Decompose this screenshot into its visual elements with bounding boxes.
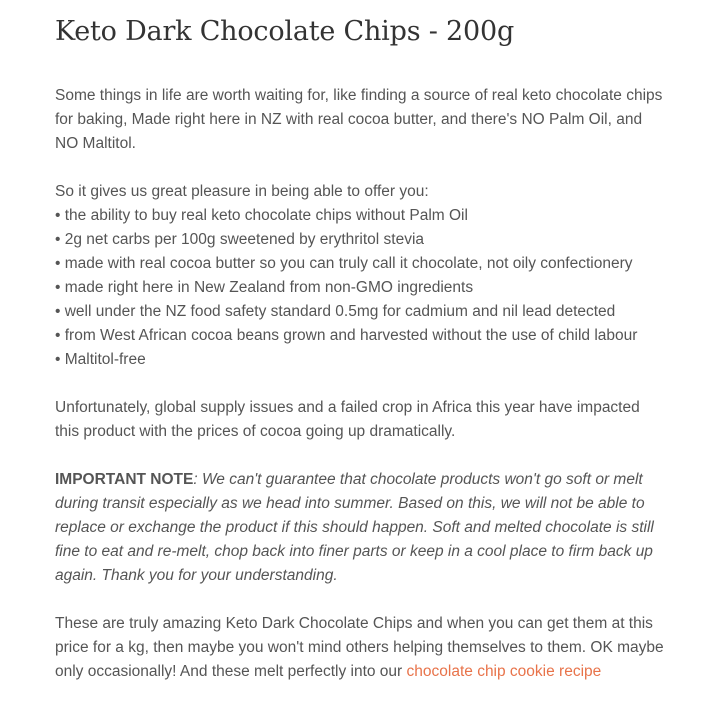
supply-paragraph: Unfortunately, global supply issues and a failed crop in Africa this year have impacted this product with the prices of cocoa going up dramatically. bbox=[55, 399, 640, 440]
feature-item: • Maltitol-free bbox=[55, 351, 146, 368]
closing-paragraph bbox=[55, 612, 665, 684]
product-title: Keto Dark Chocolate Chips - 200g bbox=[55, 16, 515, 47]
feature-item: • 2g net carbs per 100g sweetened by erythritol stevia bbox=[55, 231, 425, 248]
feature-item: • the ability to buy real keto chocolate chips without Palm Oil bbox=[55, 207, 468, 224]
feature-item: • from West African cocoa beans grown and harvested without the use of child labour bbox=[55, 327, 638, 344]
feature-item: • well under the NZ food safety standard 0.5mg for cadmium and nil lead detected bbox=[55, 303, 616, 320]
product-description bbox=[55, 0, 665, 684]
feature-item: • made with real cocoa butter so you can truly call it chocolate, not oily confectionery bbox=[55, 255, 633, 272]
feature-item: • made right here in New Zealand from non-GMO ingredients bbox=[55, 279, 474, 296]
important-note-text: : We can't guarantee that chocolate products won't go soft or melt during transit especially as we head into summer. Based on this, we will not be able to replace or exchange the product if this should happen. Soft and melted chocolate is still fine to eat and re-melt, chop back into finer parts or keep in a cool place to firm back up again. Thank you for your understanding. bbox=[55, 471, 654, 584]
offer-lead: So it gives us great pleasure in being able to offer you: bbox=[55, 183, 429, 200]
important-note bbox=[55, 468, 665, 588]
intro-paragraph: Some things in life are worth waiting for, like finding a source of real keto chocolate chips for baking, Made right here in NZ with real cocoa butter, and there's NO Palm Oil, and NO Maltitol. bbox=[55, 87, 663, 152]
important-note-label: IMPORTANT NOTE bbox=[55, 471, 194, 488]
closing-text: These are truly amazing Keto Dark Chocolate Chips and when you can get them at this price for a kg, then maybe you won't mind others helping themselves to them. OK maybe only occasionally! And these melt perfectly into our bbox=[55, 615, 664, 680]
feature-list bbox=[55, 204, 665, 372]
cookie-recipe-link[interactable]: chocolate chip cookie recipe bbox=[406, 663, 602, 680]
